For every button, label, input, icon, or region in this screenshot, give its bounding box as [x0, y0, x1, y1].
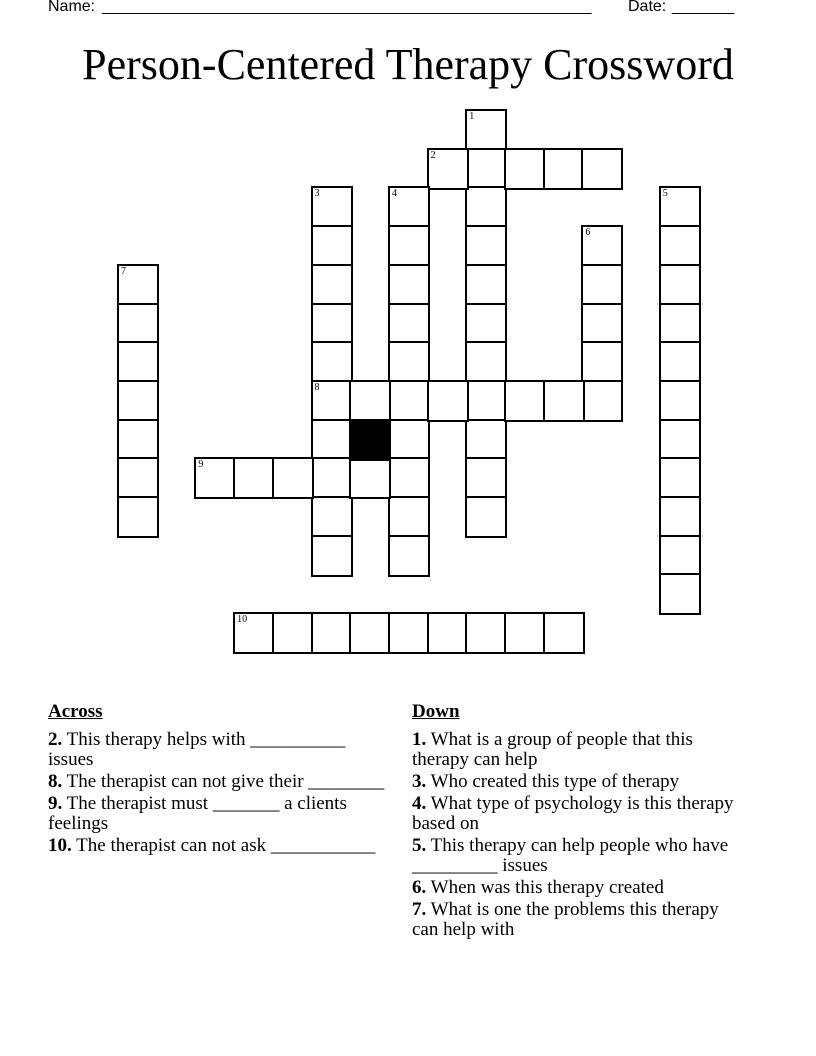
grid-cell[interactable]	[194, 457, 236, 499]
grid-cell[interactable]	[659, 496, 701, 538]
clue-across-8	[48, 772, 388, 792]
grid-cell[interactable]	[543, 148, 585, 190]
name-blank[interactable]: _______________________________________________________	[102, 0, 592, 15]
grid-cell[interactable]	[388, 341, 430, 383]
clue-text: The therapist can not give their ________	[62, 771, 385, 792]
grid-cell[interactable]	[465, 264, 507, 306]
grid-cell[interactable]	[543, 612, 585, 654]
grid-cell[interactable]	[543, 380, 585, 422]
grid-cell[interactable]	[581, 264, 623, 306]
grid-cell[interactable]	[659, 457, 701, 499]
clue-number-label: 10	[237, 614, 248, 626]
grid-cell[interactable]	[233, 612, 275, 654]
clue-down-6	[412, 878, 742, 898]
grid-cell[interactable]	[581, 380, 623, 422]
grid-cell[interactable]	[388, 264, 430, 306]
clue-text: What is a group of people that this therapy can help	[412, 729, 693, 770]
clue-number: 8.	[48, 771, 63, 792]
grid-cell[interactable]	[465, 303, 507, 345]
grid-cell[interactable]	[659, 535, 701, 577]
clue-down-3	[412, 772, 742, 792]
grid-cell[interactable]	[311, 264, 353, 306]
grid-cell[interactable]	[465, 380, 507, 422]
grid-cell[interactable]	[117, 380, 159, 422]
grid-cell[interactable]	[117, 341, 159, 383]
grid-cell[interactable]	[659, 303, 701, 345]
grid-cell[interactable]	[581, 148, 623, 190]
clue-number: 3.	[412, 771, 427, 792]
grid-cell[interactable]	[465, 419, 507, 461]
clue-number: 4.	[412, 793, 427, 814]
grid-cell[interactable]	[388, 303, 430, 345]
clue-text: The therapist must _______ a clients feelings	[48, 793, 347, 834]
grid-cell[interactable]	[659, 186, 701, 228]
down-clues	[412, 702, 742, 942]
clue-number-label: 3	[314, 188, 320, 200]
grid-cell[interactable]	[427, 380, 469, 422]
grid-cell[interactable]	[117, 264, 159, 306]
clue-number-label: 8	[314, 381, 320, 393]
clue-number: 10.	[48, 835, 72, 856]
grid-cell[interactable]	[465, 612, 507, 654]
grid-cell[interactable]	[311, 186, 353, 228]
grid-cell[interactable]	[388, 496, 430, 538]
clue-across-9	[48, 794, 388, 834]
grid-cell[interactable]	[659, 419, 701, 461]
clue-text: When was this therapy created	[426, 877, 664, 898]
grid-cell[interactable]	[659, 341, 701, 383]
clue-text: This therapy can help people who have _________ issues	[412, 835, 729, 876]
across-heading: Across	[48, 701, 103, 722]
clue-number-label: 1	[469, 111, 475, 122]
clue-text: Who created this type of therapy	[426, 771, 680, 792]
grid-cell[interactable]	[311, 225, 353, 267]
grid-cell[interactable]	[311, 612, 353, 654]
clue-down-7	[412, 900, 742, 940]
grid-cell[interactable]	[504, 148, 546, 190]
grid-cell[interactable]	[465, 341, 507, 383]
clue-number: 7.	[412, 899, 427, 920]
grid-cell[interactable]	[581, 341, 623, 383]
grid-cell[interactable]	[465, 148, 507, 190]
clue-number-label: 7	[121, 265, 126, 277]
grid-cell[interactable]	[117, 419, 159, 461]
grid-cell[interactable]	[311, 419, 353, 461]
grid-cell[interactable]	[388, 612, 430, 654]
grid-cell[interactable]	[659, 380, 701, 422]
grid-cell[interactable]	[465, 457, 507, 499]
grid-cell[interactable]	[659, 264, 701, 306]
down-heading: Down	[412, 701, 460, 722]
grid-cell[interactable]	[311, 535, 353, 577]
clue-text: This therapy helps with __________ issues	[48, 729, 346, 770]
grid-cell[interactable]	[465, 186, 507, 228]
clue-down-4	[412, 794, 742, 834]
grid-cell[interactable]	[465, 109, 507, 151]
grid-cell[interactable]	[427, 148, 469, 190]
grid-cell[interactable]	[504, 612, 546, 654]
clue-number-label: 4	[391, 188, 397, 200]
grid-cell[interactable]	[349, 380, 391, 422]
across-clues	[48, 702, 388, 858]
puzzle-title: Person-Centered Therapy Crossword	[82, 40, 734, 89]
clue-number-label: 5	[662, 188, 668, 200]
grid-cell[interactable]	[581, 225, 623, 267]
grid-cell[interactable]	[349, 612, 391, 654]
grid-cell[interactable]	[311, 380, 353, 422]
clue-number: 2.	[48, 729, 63, 750]
grid-cell[interactable]	[311, 303, 353, 345]
grid-cell[interactable]	[388, 457, 430, 499]
grid-cell[interactable]	[272, 612, 314, 654]
grid-cell[interactable]	[388, 380, 430, 422]
grid-cell[interactable]	[117, 457, 159, 499]
grid-cell[interactable]	[272, 457, 314, 499]
grid-cell[interactable]	[659, 573, 701, 615]
clue-number-label: 2	[430, 149, 436, 161]
name-label: Name:	[48, 0, 96, 15]
grid-cell[interactable]	[388, 186, 430, 228]
grid-cell[interactable]	[427, 612, 469, 654]
grid-cell[interactable]	[581, 303, 623, 345]
grid-cell[interactable]	[504, 380, 546, 422]
grid-cell[interactable]	[465, 225, 507, 267]
clue-number: 5.	[412, 835, 427, 856]
grid-cell[interactable]	[388, 535, 430, 577]
clue-across-10	[48, 836, 388, 856]
clue-text: The therapist can not ask ___________	[71, 835, 376, 856]
black-square	[349, 419, 391, 461]
grid-cell[interactable]	[388, 225, 430, 267]
grid-cell[interactable]	[311, 457, 353, 499]
grid-cell[interactable]	[233, 457, 275, 499]
grid-cell[interactable]	[311, 496, 353, 538]
clue-down-1	[412, 730, 742, 770]
clue-down-5	[412, 836, 742, 876]
grid-cell[interactable]	[117, 496, 159, 538]
grid-cell[interactable]	[659, 225, 701, 267]
grid-cell[interactable]	[117, 303, 159, 345]
date-blank[interactable]: _______	[672, 0, 735, 15]
grid-cell[interactable]	[311, 341, 353, 383]
grid-cell[interactable]	[465, 496, 507, 538]
clue-across-2	[48, 730, 388, 770]
grid-cell[interactable]	[349, 457, 391, 499]
clue-text: What is one the problems this therapy can help with	[412, 899, 719, 940]
clue-number-label: 9	[198, 459, 204, 471]
clue-number: 1.	[412, 729, 427, 750]
date-label: Date:	[628, 0, 667, 15]
clue-number: 6.	[412, 877, 427, 898]
clue-text: What type of psychology is this therapy based on	[412, 793, 734, 834]
grid-cell[interactable]	[388, 419, 430, 461]
clue-number: 9.	[48, 793, 63, 814]
clue-number-label: 6	[585, 227, 591, 239]
